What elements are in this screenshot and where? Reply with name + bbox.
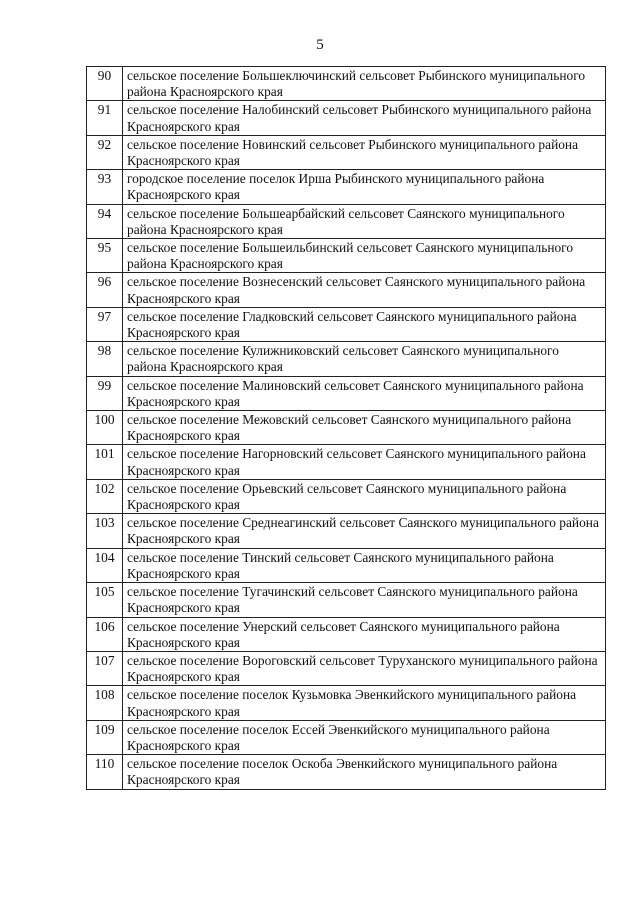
- table-row: [87, 239, 606, 273]
- settlement-name: сельское поселение Среднеагинский сельсовет Саянского муниципального района Красноярского края: [123, 514, 606, 548]
- settlement-name: сельское поселение Большеарбайский сельсовет Саянского муниципального района Красноярского края: [123, 204, 606, 238]
- table-row: [87, 617, 606, 651]
- table-row: [87, 170, 606, 204]
- settlement-name: сельское поселение Нагорновский сельсовет Саянского муниципального района Красноярского края: [123, 445, 606, 479]
- row-number: 96: [87, 273, 123, 307]
- settlement-name: сельское поселение Унерский сельсовет Саянского муниципального района Красноярского края: [123, 617, 606, 651]
- page-number: 5: [316, 37, 324, 53]
- row-number: 92: [87, 135, 123, 169]
- table-row: [87, 755, 606, 789]
- table-row: [87, 514, 606, 548]
- table-row: [87, 583, 606, 617]
- row-number: 105: [87, 583, 123, 617]
- table-row: [87, 135, 606, 169]
- table-row: [87, 101, 606, 135]
- row-number: 95: [87, 239, 123, 273]
- settlement-name: сельское поселение Вороговский сельсовет Туруханского муниципального района Красноярского края: [123, 651, 606, 685]
- settlement-name: сельское поселение Малиновский сельсовет Саянского муниципального района Красноярского края: [123, 376, 606, 410]
- settlement-name: сельское поселение Кулижниковский сельсовет Саянского муниципального района Красноярского края: [123, 342, 606, 376]
- settlement-name: сельское поселение Новинский сельсовет Рыбинского муниципального района Красноярского края: [123, 135, 606, 169]
- row-number: 94: [87, 204, 123, 238]
- table-row: [87, 67, 606, 101]
- settlement-name: сельское поселение Большеключинский сельсовет Рыбинского муниципального района Красноярского края: [123, 67, 606, 101]
- table-row: [87, 307, 606, 341]
- table-row: [87, 342, 606, 376]
- row-number: 101: [87, 445, 123, 479]
- settlement-name: сельское поселение Орьевский сельсовет Саянского муниципального района Красноярского края: [123, 479, 606, 513]
- row-number: 106: [87, 617, 123, 651]
- row-number: 97: [87, 307, 123, 341]
- table-row: [87, 720, 606, 754]
- settlement-name: сельское поселение Большеильбинский сельсовет Саянского муниципального района Красноярского края: [123, 239, 606, 273]
- row-number: 103: [87, 514, 123, 548]
- row-number: 102: [87, 479, 123, 513]
- table-row: [87, 548, 606, 582]
- settlement-name: сельское поселение Тинский сельсовет Саянского муниципального района Красноярского края: [123, 548, 606, 582]
- settlement-name: сельское поселение Межовский сельсовет Саянского муниципального района Красноярского края: [123, 411, 606, 445]
- table-row: [87, 204, 606, 238]
- row-number: 107: [87, 651, 123, 685]
- settlement-name: сельское поселение Гладковский сельсовет Саянского муниципального района Красноярского края: [123, 307, 606, 341]
- row-number: 104: [87, 548, 123, 582]
- table-row: [87, 376, 606, 410]
- row-number: 93: [87, 170, 123, 204]
- row-number: 108: [87, 686, 123, 720]
- table-row: [87, 273, 606, 307]
- table-row: [87, 479, 606, 513]
- settlements-table: [86, 66, 606, 790]
- row-number: 109: [87, 720, 123, 754]
- row-number: 90: [87, 67, 123, 101]
- row-number: 91: [87, 101, 123, 135]
- settlement-name: городское поселение поселок Ирша Рыбинского муниципального района Красноярского края: [123, 170, 606, 204]
- settlement-name: сельское поселение Тугачинский сельсовет Саянского муниципального района Красноярского края: [123, 583, 606, 617]
- table-row: [87, 686, 606, 720]
- table-row: [87, 651, 606, 685]
- table-body: [87, 67, 606, 790]
- row-number: 99: [87, 376, 123, 410]
- settlement-name: сельское поселение поселок Кузьмовка Эвенкийского муниципального района Красноярского края: [123, 686, 606, 720]
- row-number: 98: [87, 342, 123, 376]
- row-number: 100: [87, 411, 123, 445]
- settlement-name: сельское поселение Налобинский сельсовет Рыбинского муниципального района Красноярского края: [123, 101, 606, 135]
- settlement-name: сельское поселение Вознесенский сельсовет Саянского муниципального района Красноярского края: [123, 273, 606, 307]
- settlement-name: сельское поселение поселок Оскоба Эвенкийского муниципального района Красноярского края: [123, 755, 606, 789]
- row-number: 110: [87, 755, 123, 789]
- settlement-name: сельское поселение поселок Ессей Эвенкийского муниципального района Красноярского края: [123, 720, 606, 754]
- table-row: [87, 411, 606, 445]
- table-row: [87, 445, 606, 479]
